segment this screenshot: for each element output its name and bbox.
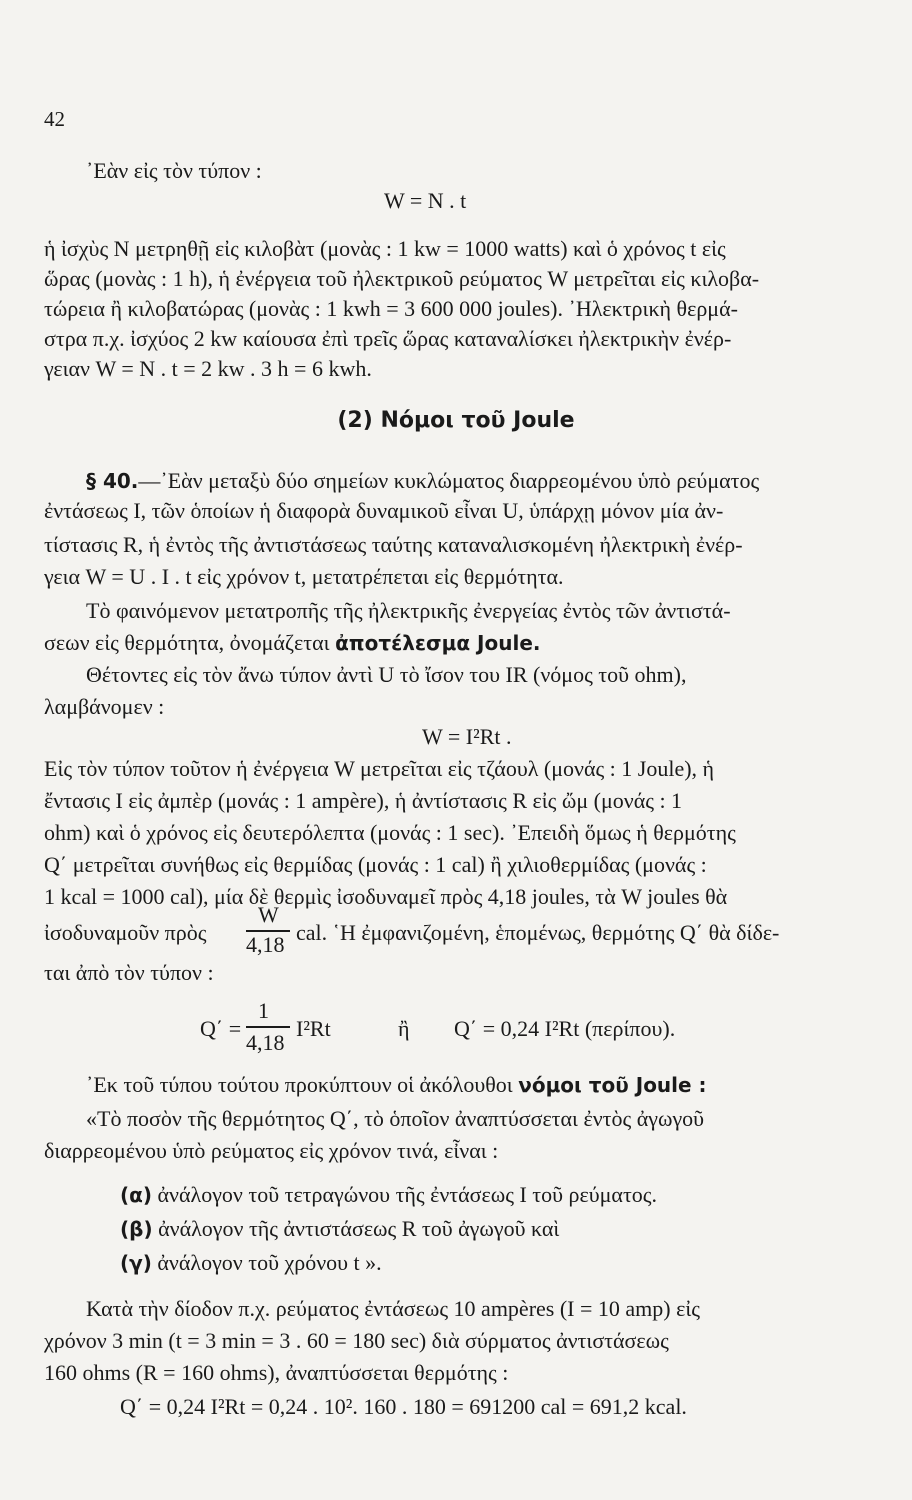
list-text: ἀνάλογον τοῦ τετραγώνου τῆς ἐντάσεως I τοῦ ρεύματος. bbox=[157, 1182, 658, 1207]
formula-power: W = N . t bbox=[384, 188, 467, 213]
text-line: Q΄ μετρεῖται συνήθως εἰς θερμίδας (μονάς : 1 cal) ἢ χιλιοθερμίδας (μονάς : bbox=[44, 852, 707, 877]
bold-term: ἀποτέλεσμα Joule. bbox=[335, 631, 541, 655]
formula-left: Q΄ = bbox=[200, 1016, 242, 1041]
text-line: ἡ ἰσχὺς N μετρηθῇ εἰς κιλοβὰτ (μονὰς : 1 kw = 1000 watts) καὶ ὁ χρόνος t εἰς bbox=[44, 236, 726, 261]
text-line: τίστασις R, ἡ ἐντὸς τῆς ἀντιστάσεως ταύτης καταναλισκομένη ἠλεκτρικὴ ἐνέρ- bbox=[44, 532, 743, 557]
formula-energy: W = I²Rt . bbox=[422, 724, 512, 749]
list-marker: (β) bbox=[120, 1217, 153, 1241]
list-item bbox=[120, 1180, 657, 1210]
list-text: ἀνάλογον τῆς ἀντιστάσεως R τοῦ ἀγωγοῦ καὶ bbox=[158, 1216, 560, 1241]
text-line: ὥρας (μονὰς : 1 h), ἡ ἐνέργεια τοῦ ἠλεκτρικοῦ ρεύματος W μετρεῖται εἰς κιλοβα- bbox=[44, 266, 760, 291]
fraction-denominator: 4,18 bbox=[246, 932, 285, 957]
text-line: ἔντασις I εἰς ἀμπὲρ (μονάς : 1 ampère), ἡ ἀντίστασις R εἰς ὤμ (μονάς : 1 bbox=[44, 788, 683, 813]
fraction-denominator: 4,18 bbox=[246, 1030, 285, 1055]
list-text: ἀνάλογον τοῦ χρόνου t ». bbox=[157, 1250, 382, 1275]
text-line: στρα π.χ. ἰσχύος 2 kw καίουσα ἐπὶ τρεῖς ὥρας καταναλίσκει ἠλεκτρικὴν ἐνέρ- bbox=[44, 326, 732, 351]
fraction-numerator: 1 bbox=[258, 998, 269, 1023]
text-line: Κατὰ τὴν δίοδον π.χ. ρεύματος ἐντάσεως 10 ampères (I = 10 amp) εἰς bbox=[86, 1296, 700, 1321]
section-heading: (2) Νόμοι τοῦ Joule bbox=[337, 408, 575, 433]
list-item bbox=[120, 1248, 382, 1278]
paragraph-line bbox=[86, 466, 759, 496]
text-line bbox=[86, 1070, 707, 1100]
list-marker: (γ) bbox=[120, 1251, 152, 1275]
text-line bbox=[44, 628, 540, 658]
text-line: «Τὸ ποσὸν τῆς θερμότητος Q΄, τὸ ὁποῖον ἀναπτύσσεται ἐντὸς ἀγωγοῦ bbox=[86, 1106, 705, 1131]
text-line: Θέτοντες εἰς τὸν ἄνω τύπον ἀντὶ U τὸ ἴσον του IR (νόμος τοῦ ohm), bbox=[86, 662, 687, 687]
fraction-numerator: W bbox=[258, 902, 279, 927]
formula-middle: I²Rt bbox=[296, 1016, 331, 1041]
list-marker: (α) bbox=[120, 1183, 153, 1207]
text-line: γειαν W = N . t = 2 kw . 3 h = 6 kwh. bbox=[44, 356, 372, 381]
fraction-bar bbox=[246, 1026, 290, 1028]
paragraph-text: —᾿Εὰν μεταξὺ δύο σημείων κυκλώματος διαρρεομένου ὑπὸ ρεύματος bbox=[138, 468, 760, 493]
text-line: Τὸ φαινόμενον μετατροπῆς τῆς ἠλεκτρικῆς ἐνεργείας ἐντὸς τῶν ἀντιστά- bbox=[86, 598, 731, 623]
text-line: διαρρεομένου ὑπὸ ρεύματος εἰς χρόνον τινά, εἶναι : bbox=[44, 1138, 499, 1163]
text-line: τώρεια ἢ κιλοβατώρας (μονὰς : 1 kwh = 3 600 000 joules). ᾿Ηλεκτρικὴ θερμά- bbox=[44, 296, 738, 321]
text-line: ᾿Εὰν εἰς τὸν τύπον : bbox=[86, 158, 262, 183]
bold-term: νόμοι τοῦ Joule : bbox=[518, 1073, 707, 1097]
text-line: λαμβάνομεν : bbox=[44, 694, 165, 719]
formula-right: Q΄ = 0,24 I²Rt (περίπου). bbox=[454, 1016, 676, 1041]
text-line: χρόνον 3 min (t = 3 min = 3 . 60 = 180 sec) διὰ σύρματος ἀντιστάσεως bbox=[44, 1328, 669, 1353]
text-line: γεια W = U . I . t εἰς χρόνον t, μετατρέπεται εἰς θερμότητα. bbox=[44, 564, 564, 589]
list-item bbox=[120, 1214, 559, 1244]
text-span: σεων εἰς θερμότητα, ὀνομάζεται bbox=[44, 630, 330, 655]
text-line: ohm) καὶ ὁ χρόνος εἰς δευτερόλεπτα (μονάς : 1 sec). ᾿Επειδὴ ὅμως ἡ θερμότης bbox=[44, 820, 736, 845]
formula-result: Q΄ = 0,24 I²Rt = 0,24 . 10². 160 . 180 = 691200 cal = 691,2 kcal. bbox=[120, 1394, 687, 1419]
text-line: cal. ῾Η ἐμφανιζομένη, ἑπομένως, θερμότης Q΄ θὰ δίδε- bbox=[296, 920, 780, 945]
text-line: ἰσοδυναμοῦν πρὸς bbox=[44, 920, 207, 945]
text-line: Εἰς τὸν τύπον τοῦτον ἡ ἐνέργεια W μετρεῖται εἰς τζάουλ (μονάς : 1 Joule), ἡ bbox=[44, 756, 715, 781]
text-line: ται ἀπὸ τὸν τύπον : bbox=[44, 960, 214, 985]
text-span: ᾿Εκ τοῦ τύπου τούτου προκύπτουν οἱ ἀκόλουθοι bbox=[86, 1072, 513, 1097]
section-number: § 40. bbox=[86, 469, 139, 493]
page-number: 42 bbox=[44, 107, 65, 131]
text-line: 1 kcal = 1000 cal), μία δὲ θερμὶς ἰσοδυναμεῖ πρὸς 4,18 joules, τὰ W joules θὰ bbox=[44, 884, 728, 909]
text-line: ἐντάσεως I, τῶν ὁποίων ἡ διαφορὰ δυναμικοῦ εἶναι U, ὑπάρχῃ μόνον μία ἀν- bbox=[44, 498, 724, 523]
text-line: 160 ohms (R = 160 ohms), ἀναπτύσσεται θερμότης : bbox=[44, 1360, 509, 1385]
formula-or: ἢ bbox=[398, 1016, 410, 1041]
